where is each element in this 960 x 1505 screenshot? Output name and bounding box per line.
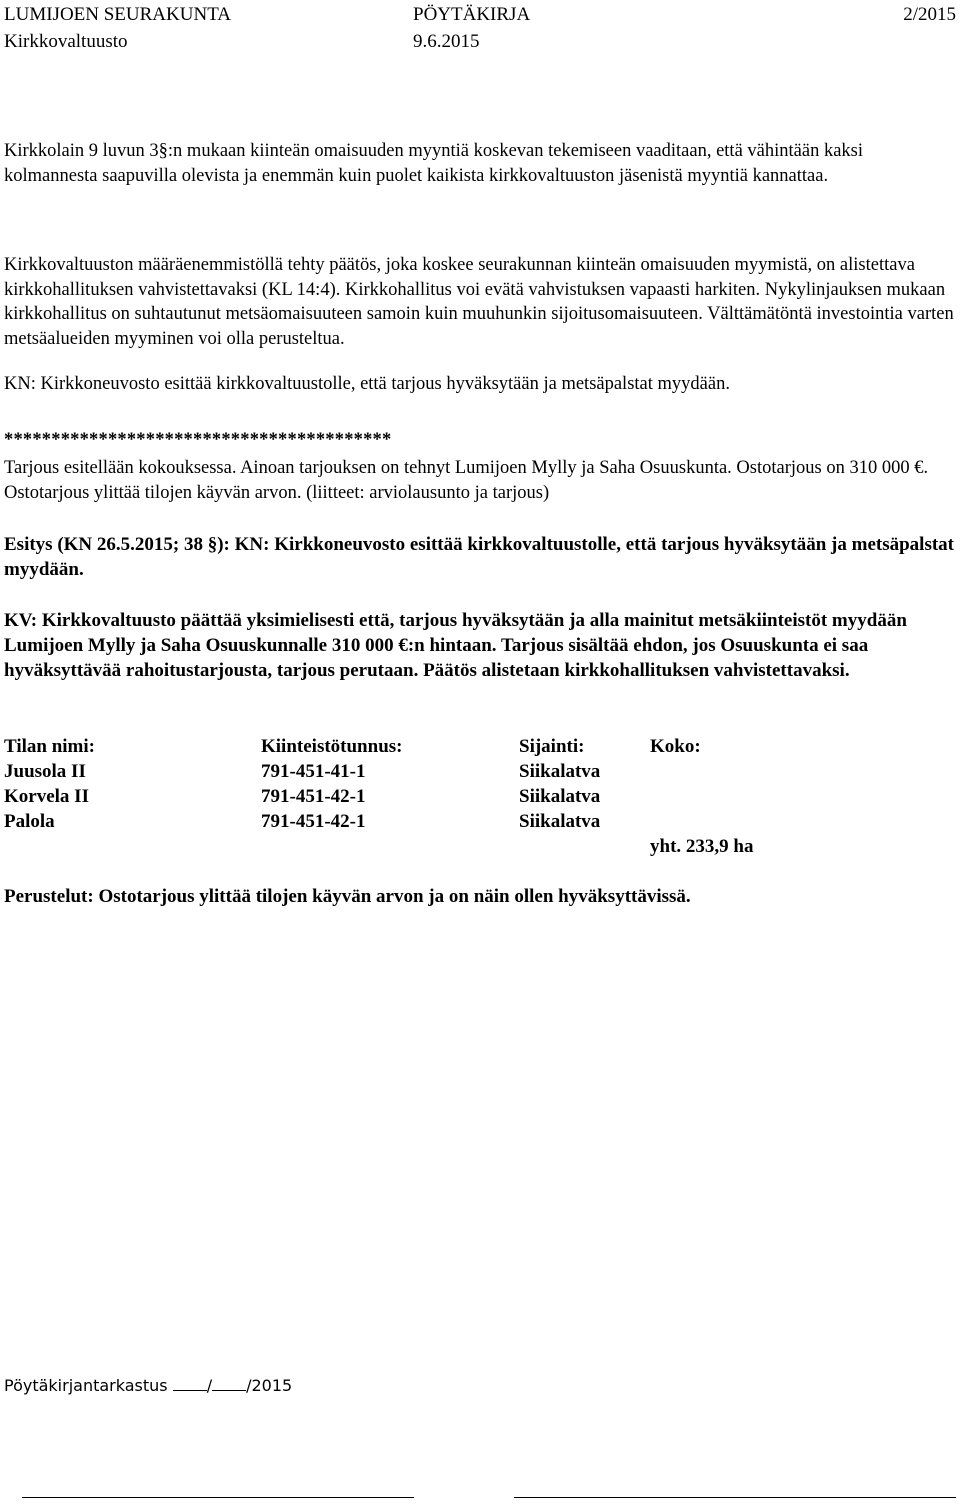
minutes-check-line (4, 1375, 292, 1396)
paragraph-kn-proposal: KN: Kirkkoneuvosto esittää kirkkovaltuustolle, että tarjous hyväksytään ja metsäpalstat myydään. (4, 374, 730, 394)
date-slash: / (206, 1376, 213, 1395)
table-cell-name: Palola (4, 811, 55, 832)
table-cell-location: Siikalatva (519, 786, 601, 807)
minutes-check-label: Pöytäkirjantarkastus (4, 1376, 168, 1395)
organization-name: LUMIJOEN SEURAKUNTA (4, 4, 231, 25)
table-header-name: Tilan nimi: (4, 736, 95, 757)
paragraph-esitys: Esitys (KN 26.5.2015; 38 §): KN: Kirkkoneuvosto esittää kirkkovaltuustolle, että tarjous hyväksytään ja metsäpalstat myydään. (4, 534, 954, 580)
paragraph-perustelut: Perustelut: Ostotarjous ylittää tilojen käyvän arvon ja on näin ollen hyväksyttävissä. (4, 886, 691, 907)
table-header-size: Koko: (650, 736, 701, 757)
paragraph-kv-decision: KV: Kirkkovaltuusto päättää yksimielisesti että, tarjous hyväksytään ja alla mainitut metsäkiinteistöt myydään Lumijoen Mylly ja Saha Osuuskunnalle 310 000 €:n hintaan. Tarjous sisältää ehdon, jos Osuuskunta ei saa hyväksyttävää rahoitustarjousta, tarjous perutaan. Päätös alistetaan kirkkohallituksen vahvistettavaksi. (4, 610, 907, 681)
document-type: PÖYTÄKIRJA (413, 4, 531, 25)
governing-body: Kirkkovaltuusto (4, 31, 128, 52)
meeting-date: 9.6.2015 (413, 31, 480, 52)
table-cell-location: Siikalatva (519, 811, 601, 832)
signature-line-left (22, 1497, 414, 1498)
table-cell-id: 791-451-41-1 (261, 761, 366, 782)
table-total-size: yht. 233,9 ha (650, 836, 754, 857)
table-cell-name: Juusola II (4, 761, 86, 782)
table-header-location: Sijainti: (519, 736, 585, 757)
month-blank (212, 1375, 246, 1391)
table-cell-name: Korvela II (4, 786, 89, 807)
paragraph-majority-decision: Kirkkovaltuuston määräenemmistöllä tehty päätös, joka koskee seurakunnan kiinteän omaisuuden myymistä, on alistettava kirkkohallituksen vahvistettavaksi (KL 14:4). Kirkkohallitus voi evätä vahvistuksen vapaasti harkiten. Nykylinjauksen mukaan kirkkohallitus on suhtautunut metsäomaisuuteen samoin kuin muuhunkin sijoitusomaisuuteen. Välttämätöntä investointia varten metsäalueiden myyminen voi olla perusteltua. (4, 255, 954, 349)
separator-asterisks: ***************************************** (4, 430, 392, 450)
paragraph-church-law: Kirkkolain 9 luvun 3§:n mukaan kiinteän omaisuuden myyntiä koskevan tekemiseen vaaditaan, että vähintään kaksi kolmannesta saapuvilla olevista ja enemmän kuin puolet kaikista kirkkovaltuuston jäsenistä myyntiä kannattaa. (4, 141, 863, 186)
paragraph-offer: Tarjous esitellään kokouksessa. Ainoan tarjouksen on tehnyt Lumijoen Mylly ja Saha Osuuskunta. Ostotarjous on 310 000 €. Ostotarjous ylittää tilojen käyvän arvon. (liitteet: arviolausunto ja tarjous) (4, 458, 929, 503)
document-number: 2/2015 (903, 4, 956, 25)
table-cell-id: 791-451-42-1 (261, 811, 366, 832)
table-cell-id: 791-451-42-1 (261, 786, 366, 807)
year-suffix: /2015 (246, 1376, 293, 1395)
day-blank (173, 1375, 207, 1391)
signature-line-right (514, 1497, 956, 1498)
table-header-id: Kiinteistötunnus: (261, 736, 403, 757)
table-cell-location: Siikalatva (519, 761, 601, 782)
